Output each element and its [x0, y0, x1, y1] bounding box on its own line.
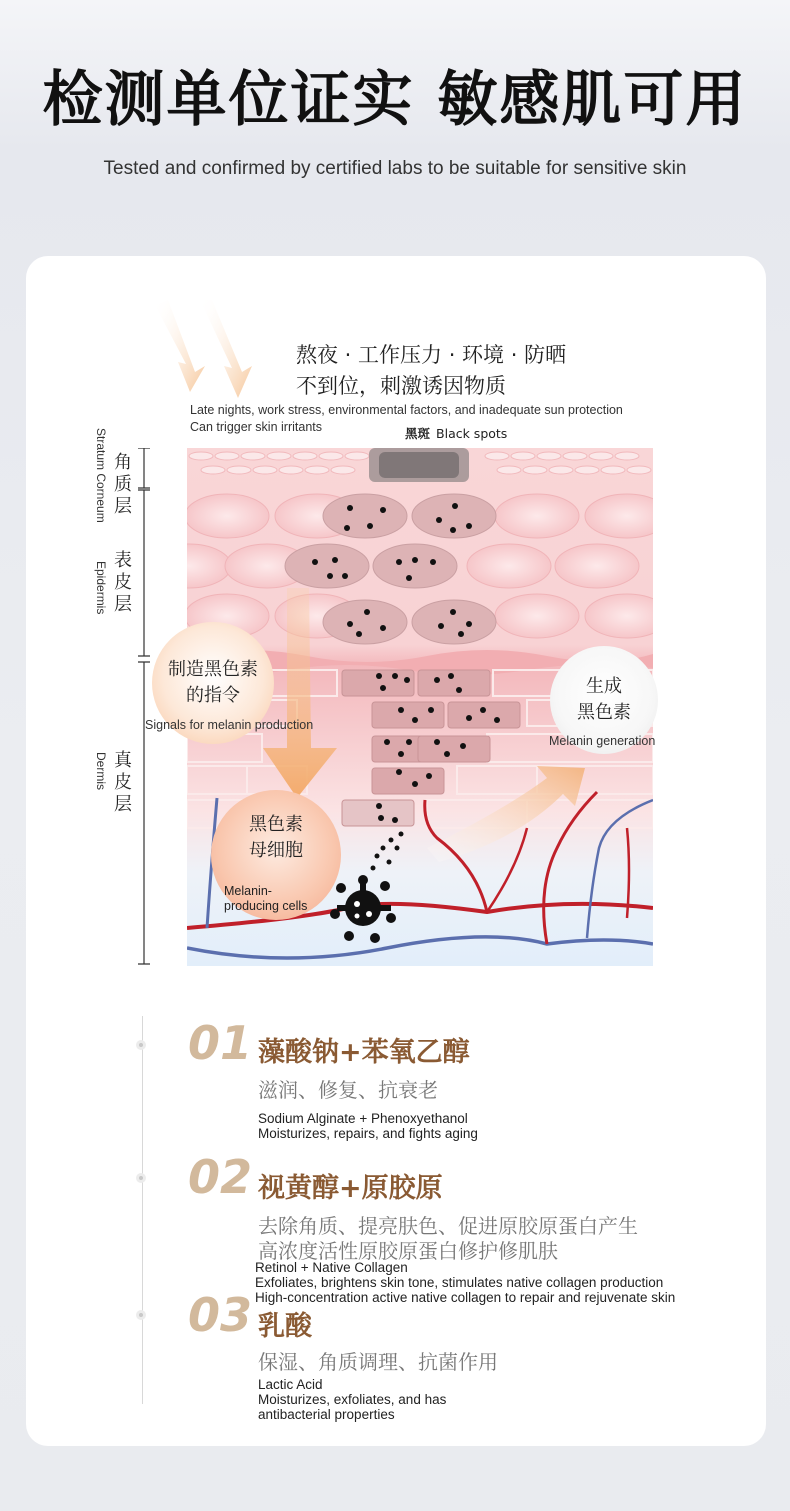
- ingredient-desc-line2: 高浓度活性原胶原蛋白修护修肌肤: [258, 1239, 558, 1263]
- timeline-dot: [136, 1310, 146, 1320]
- generation-zh-line2: 黑色素: [577, 702, 631, 723]
- causes-zh: [296, 340, 566, 402]
- page-subtitle: Tested and confirmed by certified labs to be suitable for sensitive skin: [103, 158, 687, 179]
- light-rays-icon: [150, 300, 270, 410]
- ingredient-number: 02: [188, 1150, 253, 1204]
- ingredient-number: 03: [188, 1288, 253, 1342]
- ingredient-en-line2: Exfoliates, brightens skin tone, stimulates native collagen production: [255, 1275, 664, 1290]
- layer-en-corneum: Stratum Corneum: [94, 428, 108, 523]
- ingredient-en-line1: Sodium Alginate + Phenoxyethanol: [258, 1111, 468, 1126]
- ingredient-desc: [258, 1214, 638, 1264]
- generation-zh-line1: 生成: [586, 676, 622, 697]
- ingredient-en: [258, 1111, 478, 1141]
- ingredient-en: [258, 1377, 446, 1422]
- timeline-dot: [136, 1040, 146, 1050]
- ingredient-en-line2: Moisturizes, exfoliates, and has: [258, 1392, 447, 1407]
- causes-en-line1: Late nights, work stress, environmental factors, and inadequate sun protection: [190, 403, 623, 417]
- causes-en-line2: Can trigger skin irritants: [190, 420, 322, 434]
- layer-brackets: [138, 448, 152, 968]
- ingredient-number: 01: [188, 1016, 253, 1070]
- layer-en-dermis: Dermis: [94, 752, 108, 790]
- ingredient-en-line2: Moisturizes, repairs, and fights aging: [258, 1126, 478, 1141]
- black-spots-en: Black spots: [436, 426, 508, 441]
- ingredient-title: 乳酸: [258, 1311, 312, 1342]
- signal-en: Signals for melanin production: [145, 718, 314, 732]
- cells-en-line1: Melanin-: [224, 884, 272, 898]
- ingredient-en: [255, 1260, 675, 1305]
- layer-zh-epidermis: 表皮层: [114, 550, 132, 615]
- signal-zh-line1: 制造黑色素: [168, 659, 258, 680]
- timeline-line: [142, 1016, 143, 1404]
- ingredient-en-line1: Lactic Acid: [258, 1377, 323, 1392]
- causes-zh-line2: 不到位，刺激诱因物质: [296, 374, 506, 398]
- ingredient-title: 视黄醇+原胶原: [258, 1173, 443, 1204]
- layer-zh-dermis: 真皮层: [114, 750, 132, 815]
- cells-zh-line2: 母细胞: [249, 840, 303, 861]
- ingredient-en-line3: High-concentration active native collagen to repair and rejuvenate skin: [255, 1290, 676, 1305]
- ingredient-en-line3: antibacterial properties: [258, 1407, 395, 1422]
- black-spots-zh: 黑斑: [405, 426, 431, 441]
- page-title: 检测单位证实 敏感肌可用: [42, 65, 748, 135]
- signal-zh-line2: 的指令: [186, 685, 240, 706]
- causes-zh-line1: 熬夜 · 工作压力 · 环境 · 防晒: [296, 343, 567, 367]
- timeline-dot: [136, 1173, 146, 1183]
- layer-en-epidermis: Epidermis: [94, 561, 108, 615]
- ingredient-desc-line1: 去除角质、提亮肤色、促进原胶原蛋白产生: [258, 1214, 638, 1238]
- ingredient-title: 藻酸钠+苯氧乙醇: [258, 1037, 470, 1068]
- layer-zh-corneum: 角质层: [114, 452, 132, 517]
- ingredient-desc: 滋润、修复、抗衰老: [258, 1078, 438, 1102]
- cells-en-line2: producing cells: [224, 899, 308, 913]
- cells-en: [224, 884, 307, 914]
- cells-zh-line1: 黑色素: [249, 814, 303, 835]
- black-spots-label: [405, 424, 507, 442]
- ingredient-en-line1: Retinol + Native Collagen: [255, 1260, 408, 1275]
- generation-en: Melanin generation: [549, 734, 656, 748]
- ingredient-desc: 保湿、角质调理、抗菌作用: [258, 1350, 498, 1374]
